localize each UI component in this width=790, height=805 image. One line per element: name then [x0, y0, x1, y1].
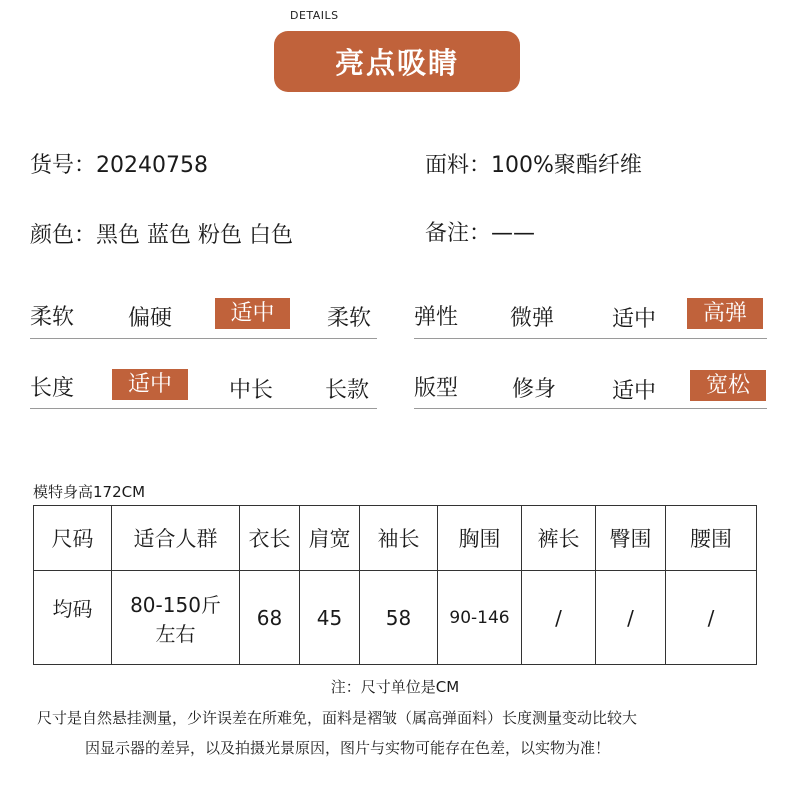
table-header-cell: 腰围 — [666, 506, 757, 571]
length-option: 中长 — [229, 378, 274, 403]
softness-label: 柔软 — [30, 305, 75, 330]
color-difference-note: 因显示器的差异，以及拍摄光景原因，图片与实物可能存在色差，以实物为准！ — [85, 739, 611, 757]
table-cell: 58 — [360, 571, 438, 665]
table-header-cell: 胸围 — [438, 506, 522, 571]
table-header-cell: 肩宽 — [300, 506, 360, 571]
unit-note: 注：尺寸单位是CM — [330, 678, 460, 696]
table-header-cell: 裤长 — [522, 506, 596, 571]
model-height-note: 模特身高172CM — [33, 483, 146, 501]
divider — [414, 338, 767, 339]
table-header-cell: 袖长 — [360, 506, 438, 571]
fit-option-selected: 宽松 — [690, 370, 766, 401]
table-header-row — [34, 506, 757, 571]
divider — [30, 408, 377, 409]
table-cell: / — [666, 571, 757, 665]
details-label: DETAILS — [290, 9, 339, 22]
elasticity-label: 弹性 — [414, 305, 459, 330]
length-option: 长款 — [325, 378, 370, 403]
table-header-cell: 适合人群 — [112, 506, 240, 571]
table-cell: / — [522, 571, 596, 665]
table-row — [34, 571, 757, 665]
elasticity-option: 适中 — [612, 307, 657, 332]
remark-info: 备注：—— — [425, 221, 536, 246]
length-label: 长度 — [30, 376, 75, 401]
table-cell: 均码 — [34, 571, 112, 665]
divider — [30, 338, 377, 339]
table-cell-line: 80-150斤 — [130, 592, 221, 617]
fit-option: 修身 — [512, 377, 557, 402]
table-cell: 68 — [240, 571, 300, 665]
item-number: 货号：20240758 — [30, 153, 208, 178]
softness-option-selected: 适中 — [215, 298, 290, 329]
color-info: 颜色：黑色 蓝色 粉色 白色 — [30, 223, 293, 248]
softness-option: 偏硬 — [128, 306, 173, 331]
table-cell: 45 — [300, 571, 360, 665]
measurement-note: 尺寸是自然悬挂测量，少许误差在所难免，面料是褶皱（属高弹面料）长度测量变动比较大 — [37, 709, 638, 727]
table-cell — [112, 571, 240, 665]
elasticity-option: 微弹 — [510, 306, 555, 331]
length-option-selected: 适中 — [112, 369, 188, 400]
table-header-cell: 衣长 — [240, 506, 300, 571]
fit-label: 版型 — [414, 376, 459, 401]
table-cell: / — [596, 571, 666, 665]
table-header-cell: 尺码 — [34, 506, 112, 571]
table-header-cell: 臀围 — [596, 506, 666, 571]
table-cell-line: 左右 — [155, 621, 196, 646]
softness-option: 柔软 — [327, 306, 372, 331]
size-table — [33, 505, 757, 665]
elasticity-option-selected: 高弹 — [687, 298, 763, 329]
banner-title: 亮点吸睛 — [274, 31, 520, 92]
fit-option: 适中 — [612, 379, 657, 404]
fabric-info: 面料：100%聚酯纤维 — [425, 153, 642, 178]
table-cell: 90-146 — [438, 571, 522, 665]
divider — [414, 408, 767, 409]
